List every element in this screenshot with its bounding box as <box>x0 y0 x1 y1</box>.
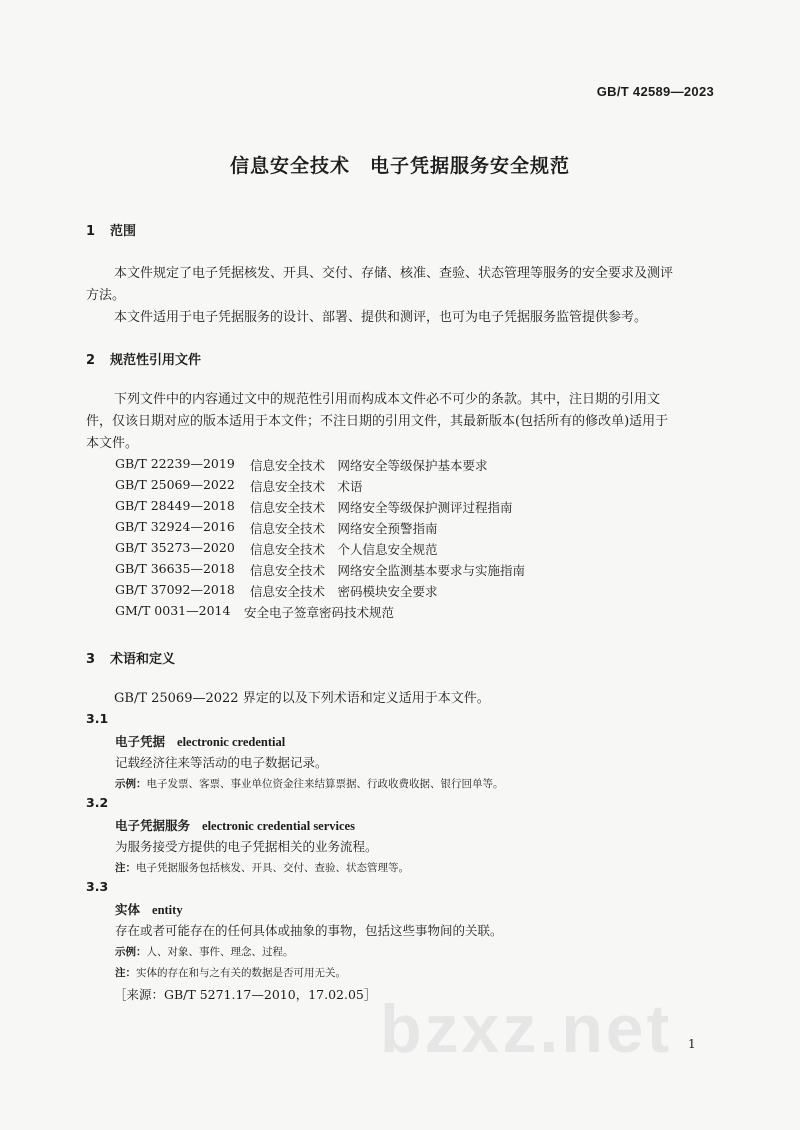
scope-paragraph-1-line-2: 方法。 <box>86 288 126 303</box>
normative-intro-line-2: 件，仅该日期对应的版本适用于本文件；不注日期的引用文件，其最新版本(包括所有的修改单)适用于 <box>86 414 669 429</box>
section-1-heading <box>86 220 136 239</box>
term-note <box>115 965 346 980</box>
reference-title: 信息安全技术 网络安全等级保护测评过程指南 <box>250 500 513 515</box>
section-title: 范围 <box>110 224 137 239</box>
section-3-heading <box>86 648 175 667</box>
document-title: 信息安全技术 电子凭据服务安全规范 <box>229 155 570 177</box>
reference-code: GB/T 32924—2016 <box>115 519 235 534</box>
reference-code: GB/T 36635—2018 <box>115 561 235 576</box>
term-note <box>115 860 409 875</box>
watermark: bzxz.net <box>380 991 673 1067</box>
normative-intro-line-3: 本文件。 <box>86 436 139 451</box>
reference-title: 安全电子签章密码技术规范 <box>244 605 395 620</box>
scope-paragraph-1-line-1: 本文件规定了电子凭据核发、开具、交付、存储、核准、查验、状态管理等服务的安全要求及测评 <box>114 266 674 281</box>
reference-code: GB/T 37092—2018 <box>115 582 235 597</box>
term-name-cn: 电子凭据服务 <box>115 818 191 833</box>
term-name <box>115 732 285 750</box>
term-example <box>115 776 504 791</box>
section-2-heading <box>86 349 201 368</box>
term-number: 3.1 <box>86 711 109 726</box>
reference-code: GB/T 25069—2022 <box>115 477 235 492</box>
reference-title: 信息安全技术 术语 <box>250 479 363 494</box>
term-source: ［来源：GB/T 5271.17—2010，17.02.05］ <box>114 987 377 1002</box>
term-number: 3.3 <box>86 879 109 894</box>
term-definition: 为服务接受方提供的电子凭据相关的业务流程。 <box>115 839 378 854</box>
reference-code: GB/T 35273—2020 <box>115 540 235 555</box>
term-number: 3.2 <box>86 795 109 810</box>
reference-code: GB/T 28449—2018 <box>115 498 235 513</box>
reference-code: GM/T 0031—2014 <box>115 603 231 618</box>
standard-code: GB/T 42589—2023 <box>596 84 714 99</box>
reference-title: 信息安全技术 网络安全预警指南 <box>250 521 438 536</box>
reference-title: 信息安全技术 密码模块安全要求 <box>250 584 438 599</box>
reference-title: 信息安全技术 个人信息安全规范 <box>250 542 438 557</box>
term-name <box>115 900 183 918</box>
example-label: 示例： <box>115 778 147 790</box>
reference-code: GB/T 22239—2019 <box>115 456 235 471</box>
example-label: 示例： <box>115 946 147 958</box>
section-number: 3 <box>86 652 96 667</box>
section-title: 术语和定义 <box>110 652 176 667</box>
reference-title: 信息安全技术 网络安全等级保护基本要求 <box>250 458 488 473</box>
scope-paragraph-2: 本文件适用于电子凭据服务的设计、部署、提供和测评，也可为电子凭据服务监管提供参考。 <box>114 310 648 325</box>
term-definition: 记载经济往来等活动的电子数据记录。 <box>115 755 328 770</box>
example-text: 电子发票、客票、事业单位资金往来结算票据、行政收费收据、银行回单等。 <box>146 778 504 790</box>
note-text: 电子凭据服务包括核发、开具、交付、查验、状态管理等。 <box>136 862 409 874</box>
reference-title: 信息安全技术 网络安全监测基本要求与实施指南 <box>250 563 526 578</box>
term-name-en: entity <box>152 903 183 917</box>
section-number: 1 <box>86 224 96 239</box>
term-name-en: electronic credential <box>177 735 286 749</box>
section-number: 2 <box>86 353 96 368</box>
term-name-cn: 电子凭据 <box>115 734 166 749</box>
term-name-en: electronic credential services <box>202 819 355 833</box>
term-name <box>115 816 355 834</box>
example-text: 人、对象、事件、理念、过程。 <box>146 946 294 958</box>
terms-intro: GB/T 25069—2022 界定的以及下列术语和定义适用于本文件。 <box>114 691 490 706</box>
section-title: 规范性引用文件 <box>110 353 202 368</box>
note-label: 注： <box>115 862 136 874</box>
note-text: 实体的存在和与之有关的数据是否可用无关。 <box>136 967 346 979</box>
term-example <box>115 944 294 959</box>
page-number: 1 <box>688 1037 696 1051</box>
term-name-cn: 实体 <box>115 902 141 917</box>
note-label: 注： <box>115 967 136 979</box>
normative-intro-line-1: 下列文件中的内容通过文中的规范性引用而构成本文件必不可少的条款。其中，注日期的引用文 <box>114 392 661 407</box>
term-definition: 存在或者可能存在的任何具体或抽象的事物，包括这些事物间的关联。 <box>115 923 503 938</box>
